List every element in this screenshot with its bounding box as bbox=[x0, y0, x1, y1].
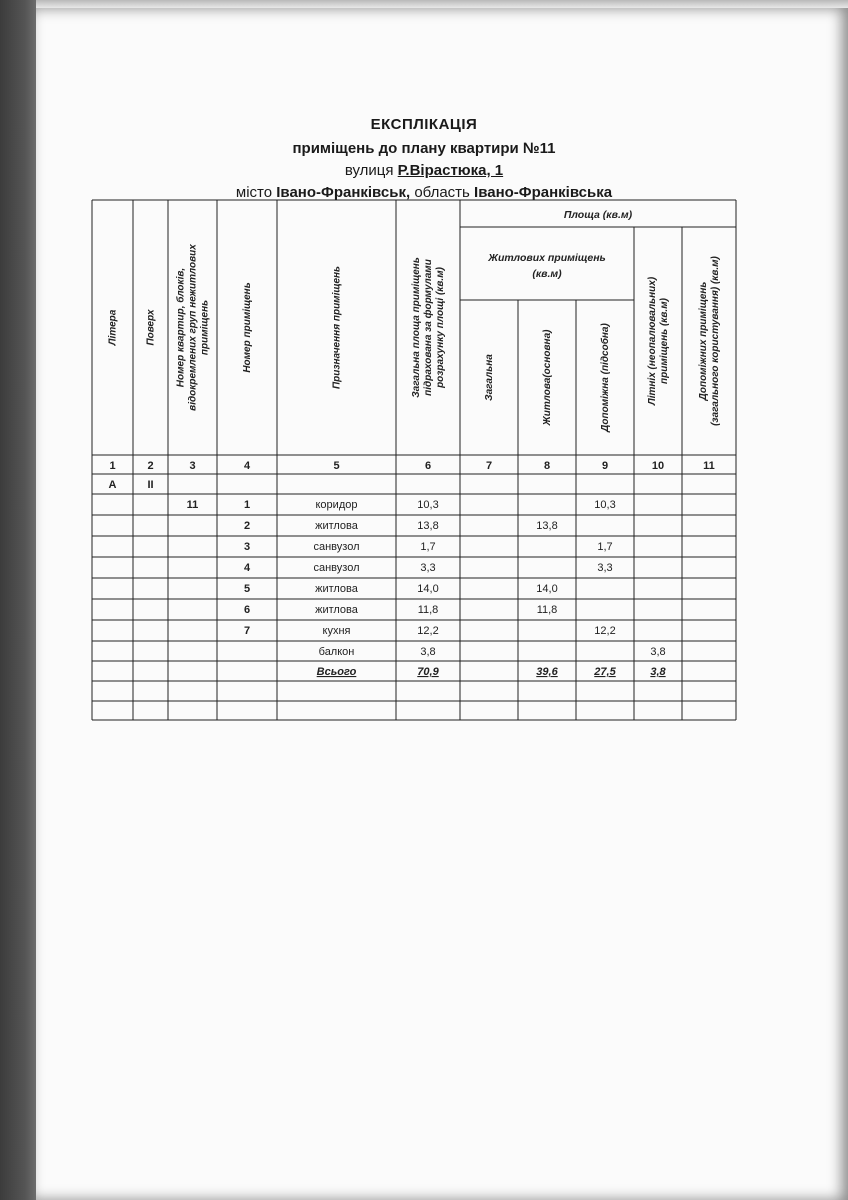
cell-dopomizhna: 27,5 bbox=[594, 666, 616, 678]
cell-total: 10,3 bbox=[417, 499, 439, 511]
header-litnikh: приміщень (кв.м) bbox=[659, 298, 670, 384]
cell-name: балкон bbox=[318, 646, 355, 658]
header-poverkh: Поверх bbox=[145, 309, 157, 346]
cell-zhytlova: 11,8 bbox=[536, 604, 558, 616]
cell-total: 12,2 bbox=[417, 625, 439, 637]
header-zhytlova: Житлова(основна) bbox=[542, 329, 553, 426]
column-number: 11 bbox=[703, 460, 715, 472]
region-name: Івано-Франківська bbox=[474, 184, 613, 201]
table-header-labels bbox=[108, 209, 722, 472]
cell-nomer: 5 bbox=[243, 583, 251, 595]
header-pryznachennia: Призначення приміщень bbox=[331, 265, 343, 390]
table-row bbox=[244, 562, 613, 574]
cell-zhytlova: 13,8 bbox=[536, 520, 558, 532]
cell-litni: 3,8 bbox=[650, 646, 666, 658]
cell-name: житлова bbox=[315, 604, 358, 616]
cell-total: 70,9 bbox=[417, 666, 439, 678]
street-name: Р.Вірастюка, 1 bbox=[397, 162, 504, 179]
header-zhytlovykh: Житлових приміщень bbox=[488, 252, 606, 264]
cell-total: 13,8 bbox=[417, 520, 439, 532]
cell-total: 14,0 bbox=[417, 583, 439, 595]
table-row bbox=[244, 541, 613, 553]
cell-total: 3,3 bbox=[420, 562, 436, 574]
cell-dopomizhna: 10,3 bbox=[594, 499, 616, 511]
document-title: ЕКСПЛІКАЦІЯ bbox=[370, 116, 478, 133]
column-number: 3 bbox=[189, 460, 196, 472]
header-ploshcha: Площа (кв.м) bbox=[563, 209, 633, 221]
cell-kvartyra: 11 bbox=[186, 499, 199, 511]
table-row bbox=[244, 604, 557, 616]
column-number: 4 bbox=[243, 460, 251, 472]
header-nomer-kvartyry: Номер квартир, блоків, bbox=[175, 267, 187, 388]
table-row bbox=[317, 666, 667, 678]
table-row bbox=[319, 646, 666, 658]
header-zahalna-ploshcha: підрахована за формулами bbox=[423, 259, 434, 396]
cell-total: 11,8 bbox=[417, 604, 439, 616]
table-row bbox=[244, 625, 616, 637]
column-number: 10 bbox=[651, 460, 665, 472]
column-number: 7 bbox=[485, 460, 493, 472]
cell-nomer: 1 bbox=[243, 499, 251, 511]
cell-total: 1,7 bbox=[420, 541, 436, 553]
table-row bbox=[109, 479, 154, 491]
cell-nomer: 2 bbox=[243, 520, 251, 532]
column-number: 9 bbox=[601, 460, 609, 472]
column-number: 2 bbox=[147, 460, 154, 472]
header-litnikh: Літніх (неопалювальних) bbox=[647, 276, 658, 406]
cell-nomer: 4 bbox=[243, 562, 251, 574]
cell-name: Всього bbox=[316, 666, 357, 678]
cell-dopomizhna: 1,7 bbox=[597, 541, 613, 553]
table-row bbox=[244, 520, 558, 532]
header-dopomizhna: Допоміжна (підсобна) bbox=[600, 323, 611, 432]
region-prefix: область bbox=[410, 184, 475, 201]
cell-name: санвузол bbox=[313, 541, 360, 553]
column-number: 6 bbox=[424, 460, 432, 472]
cell-name: житлова bbox=[315, 583, 358, 595]
city-name: Івано-Франківськ, bbox=[276, 184, 411, 201]
header-dopomizhnykh: (загального користування) (кв.м) bbox=[710, 256, 721, 426]
cell-poverkh: ІІ bbox=[147, 479, 154, 491]
column-number: 1 bbox=[109, 460, 116, 472]
table-row bbox=[187, 499, 616, 511]
cell-zhytlova: 14,0 bbox=[536, 583, 558, 595]
cell-name: коридор bbox=[315, 499, 358, 511]
header-litera: Літера bbox=[107, 309, 119, 346]
cell-dopomizhna: 3,3 bbox=[597, 562, 613, 574]
cell-total: 3,8 bbox=[420, 646, 436, 658]
header-dopomizhnykh: Допоміжних приміщень bbox=[698, 281, 709, 401]
column-number: 8 bbox=[543, 460, 551, 472]
street-prefix: вулиця bbox=[344, 162, 398, 179]
cell-name: житлова bbox=[315, 520, 358, 532]
cell-litni: 3,8 bbox=[650, 666, 666, 678]
header-zahalna: Загальна bbox=[484, 354, 495, 401]
cell-dopomizhna: 12,2 bbox=[594, 625, 616, 637]
city-prefix: місто bbox=[235, 184, 277, 201]
cell-litera: А bbox=[108, 479, 117, 491]
header-zahalna-ploshcha: розрахунку площі (кв.м) bbox=[435, 267, 446, 388]
cell-nomer: 7 bbox=[243, 625, 251, 637]
cell-name: санвузол bbox=[313, 562, 360, 574]
header-zhytlovykh-unit: (кв.м) bbox=[532, 268, 562, 280]
table-row bbox=[244, 583, 558, 595]
column-number: 5 bbox=[333, 460, 340, 472]
cell-nomer: 6 bbox=[243, 604, 251, 616]
cell-zhytlova: 39,6 bbox=[536, 666, 558, 678]
document-subtitle: приміщень до плану квартири №11 bbox=[292, 140, 556, 157]
cell-nomer: 3 bbox=[243, 541, 251, 553]
header-nomer-kvartyry: приміщень bbox=[199, 299, 211, 356]
header-nomer-prymishchen: Номер приміщень bbox=[242, 282, 253, 373]
cell-name: кухня bbox=[322, 625, 351, 637]
header-nomer-kvartyry: відокремлених груп нежитлових bbox=[187, 244, 199, 411]
header-zahalna-ploshcha: Загальна площа приміщень bbox=[411, 257, 422, 398]
